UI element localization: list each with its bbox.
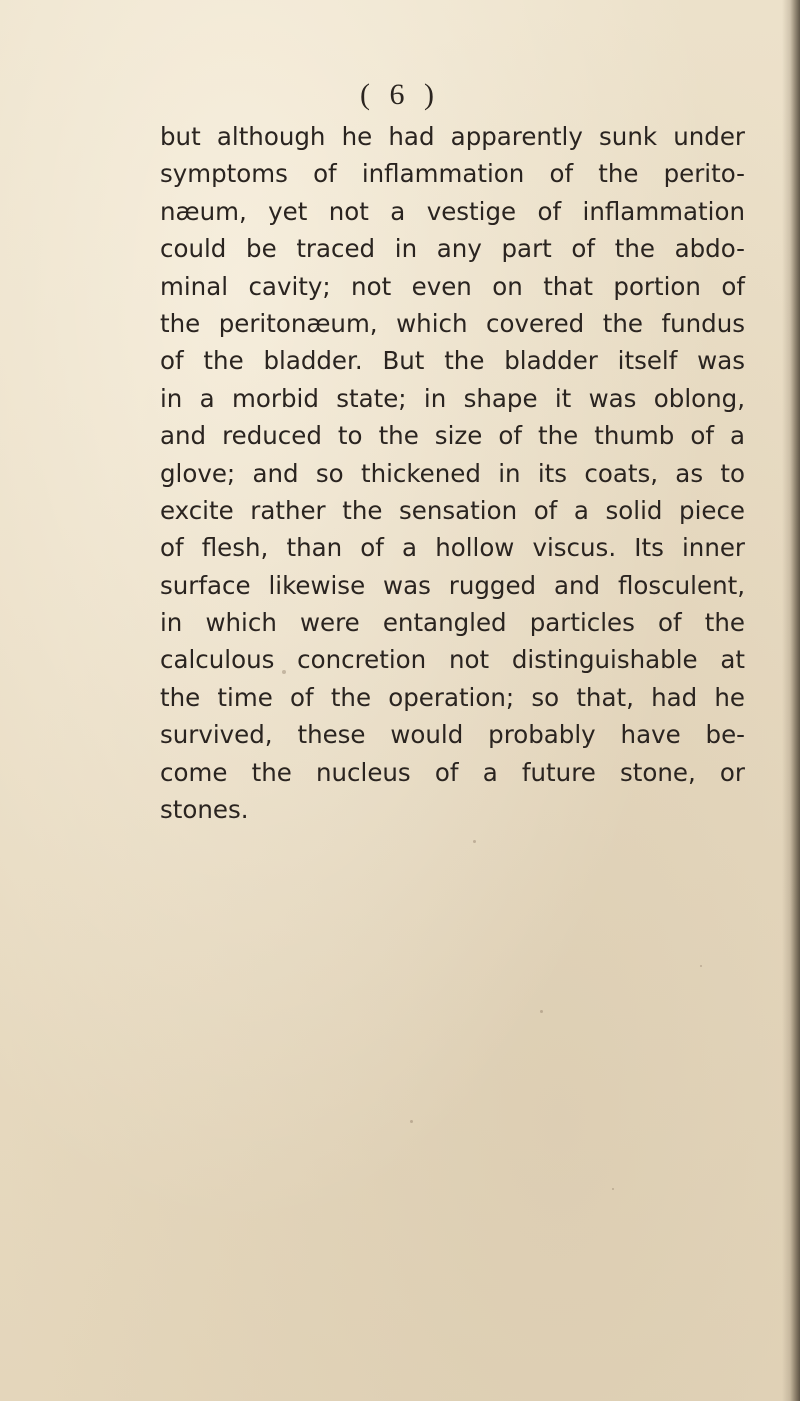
text-line: symptoms of inflammation of the perito- xyxy=(160,159,745,189)
paper-speck xyxy=(540,1010,543,1013)
text-line: but although he had apparently sunk under xyxy=(160,122,745,151)
paper-speck xyxy=(473,840,476,843)
text-line: the peritonæum, which covered the fundus xyxy=(160,308,745,338)
text-line: stones. xyxy=(160,795,249,825)
text-line: surface likewise was rugged and flosculent, xyxy=(160,570,745,600)
paper-speck xyxy=(410,1120,413,1123)
text-line: næum, yet not a vestige of inflammation xyxy=(160,196,745,226)
text-line: glove; and so thickened in its coats, as to xyxy=(160,458,745,488)
text-line: minal cavity; not even on that portion of xyxy=(160,271,745,301)
body-text xyxy=(160,118,745,828)
paper-speck xyxy=(282,670,286,674)
text-line: could be traced in any part of the abdo- xyxy=(160,234,745,264)
paper-speck xyxy=(612,1188,614,1190)
text-line: in a morbid state; in shape it was oblong, xyxy=(160,383,745,413)
page-number: ( 6 ) xyxy=(360,78,440,111)
paper-speck xyxy=(700,965,702,967)
text-line: of flesh, than of a hollow viscus. Its inner xyxy=(160,533,745,563)
text-line: come the nucleus of a future stone, or xyxy=(160,757,745,787)
text-line: excite rather the sensation of a solid piece xyxy=(160,495,745,525)
text-line: in which were entangled particles of the xyxy=(160,608,745,638)
page-edge-shadow xyxy=(782,0,800,1401)
text-line: survived, these would probably have be- xyxy=(160,720,745,750)
text-line: calculous concretion not distinguishable at xyxy=(160,645,745,675)
text-line: the time of the operation; so that, had he xyxy=(160,682,745,712)
text-line: and reduced to the size of the thumb of a xyxy=(160,421,745,451)
text-line: of the bladder. But the bladder itself was xyxy=(160,346,745,376)
